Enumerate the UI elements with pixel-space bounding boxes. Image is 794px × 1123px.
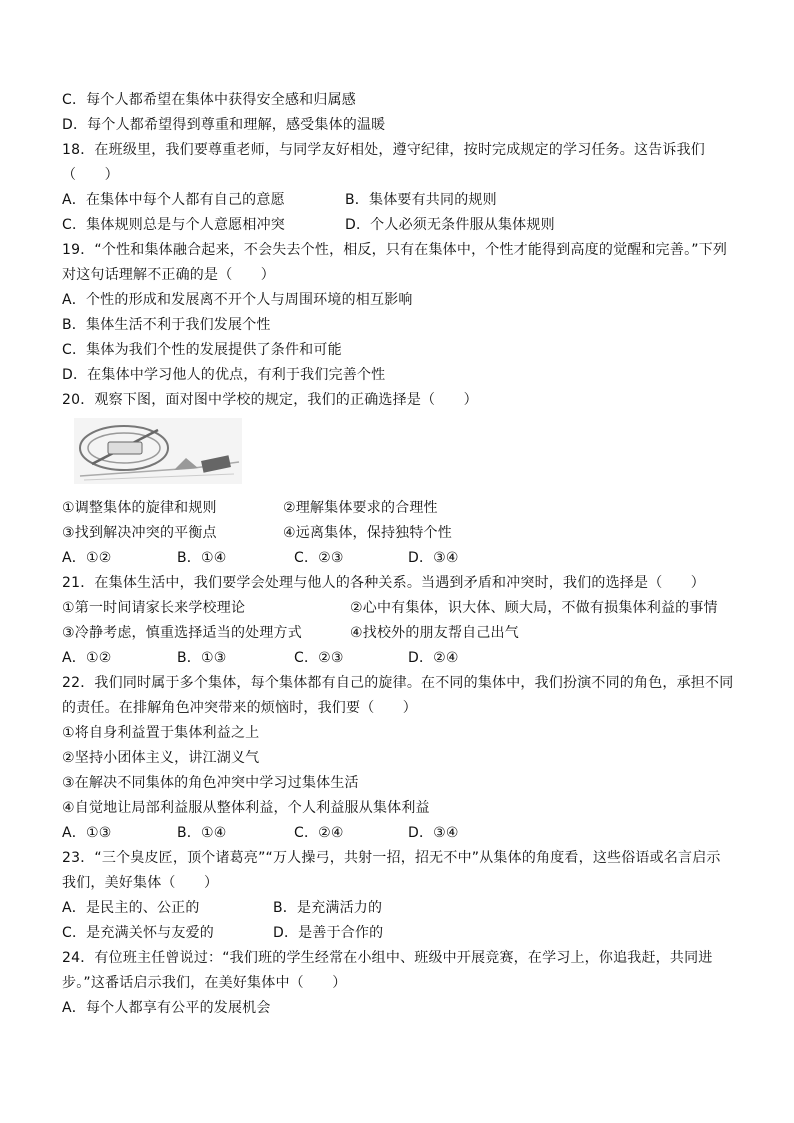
q22-option-b: B．①④ (177, 825, 227, 841)
q22-stem-line1: 22．我们同时属于多个集体，每个集体都有自己的旋律。在不同的集体中，我们扮演不同的角色，承担不同 (62, 675, 734, 691)
q20-option-b: B．①④ (177, 550, 227, 566)
q18-stem-line2: （ ） (62, 167, 119, 183)
q18-option-d: D．个人必须无条件服从集体规则 (345, 217, 555, 233)
q20-option-d: D．③④ (408, 550, 459, 566)
q22-statement-2: ②坚持小团体主义，讲江湖义气 (62, 750, 260, 766)
q19-stem-line2: 对这句话理解不正确的是（ ） (62, 267, 275, 283)
q21-option-b: B．①③ (177, 650, 227, 666)
q20-stem: 20．观察下图，面对图中学校的规定，我们的正确选择是（ ） (62, 392, 478, 408)
q21-statement-2: ②心中有集体，识大体、顾大局，不做有损集体利益的事情 (350, 600, 718, 616)
q23-option-d: D．是善于合作的 (273, 925, 384, 941)
q22-option-c: C．②④ (294, 825, 344, 841)
q20-statement-3: ③找到解决冲突的平衡点 (62, 525, 217, 541)
q18-option-b: B．集体要有共同的规则 (345, 192, 497, 208)
q19-option-d: D．在集体中学习他人的优点，有利于我们完善个性 (62, 367, 386, 383)
school-rule-illustration (74, 418, 242, 484)
q22-statement-1: ①将自身利益置于集体利益之上 (62, 725, 260, 741)
q18-option-c: C．集体规则总是与个人意愿相冲突 (62, 217, 285, 233)
q20-statement-2: ②理解集体要求的合理性 (283, 500, 438, 516)
q24-stem-line1: 24．有位班主任曾说过：“我们班的学生经常在小组中、班级中开展竞赛，在学习上，你追我赶，共同进 (62, 950, 713, 966)
q22-option-d: D．③④ (408, 825, 459, 841)
q22-stem-line2: 的责任。在排解角色冲突带来的烦恼时，我们要（ ） (62, 700, 417, 716)
q21-statement-4: ④找校外的朋友帮自己出气 (350, 625, 519, 641)
q17-option-d: D．每个人都希望得到尊重和理解，感受集体的温暖 (62, 117, 386, 133)
q21-statement-3: ③冷静考虑，慎重选择适当的处理方式 (62, 625, 302, 641)
q21-option-c: C．②③ (294, 650, 344, 666)
q20-option-a: A．①② (62, 550, 112, 566)
q23-option-a: A．是民主的、公正的 (62, 900, 200, 916)
q24-option-a: A．每个人都享有公平的发展机会 (62, 1000, 271, 1016)
q23-stem-line2: 我们，美好集体（ ） (62, 875, 219, 891)
q23-stem-line1: 23．“三个臭皮匠，顶个诸葛亮”“万人操弓，共射一招，招无不中”从集体的角度看，这些俗语或名言启示 (62, 850, 721, 866)
q19-option-c: C．集体为我们个性的发展提供了条件和可能 (62, 342, 342, 358)
q18-stem-line1: 18．在班级里，我们要尊重老师，与同学友好相处，遵守纪律，按时完成规定的学习任务。这告诉我们 (62, 142, 706, 158)
q22-option-a: A．①③ (62, 825, 112, 841)
q19-option-b: B．集体生活不利于我们发展个性 (62, 317, 271, 333)
q22-statement-4: ④自觉地让局部利益服从整体利益，个人利益服从集体利益 (62, 800, 430, 816)
q23-option-c: C．是充满关怀与友爱的 (62, 925, 214, 941)
q24-stem-line2: 步。”这番话启示我们，在美好集体中（ ） (62, 975, 347, 991)
q17-option-c: C．每个人都希望在集体中获得安全感和归属感 (62, 92, 356, 108)
q22-statement-3: ③在解决不同集体的角色冲突中学习过集体生活 (62, 775, 359, 791)
q19-option-a: A．个性的形成和发展离不开个人与周围环境的相互影响 (62, 292, 413, 308)
q20-statement-1: ①调整集体的旋律和规则 (62, 500, 217, 516)
q21-stem: 21．在集体生活中，我们要学会处理与他人的各种关系。当遇到矛盾和冲突时，我们的选择是（ ） (62, 575, 706, 591)
q21-option-a: A．①② (62, 650, 112, 666)
q20-option-c: C．②③ (294, 550, 344, 566)
q23-option-b: B．是充满活力的 (273, 900, 383, 916)
q20-statement-4: ④远离集体，保持独特个性 (283, 525, 452, 541)
q18-option-a: A．在集体中每个人都有自己的意愿 (62, 192, 285, 208)
q21-option-d: D．②④ (408, 650, 459, 666)
q21-statement-1: ①第一时间请家长来学校理论 (62, 600, 246, 616)
q19-stem-line1: 19．“个性和集体融合起来，不会失去个性，相反，只有在集体中，个性才能得到高度的觉醒和完善。”下列 (62, 242, 728, 258)
